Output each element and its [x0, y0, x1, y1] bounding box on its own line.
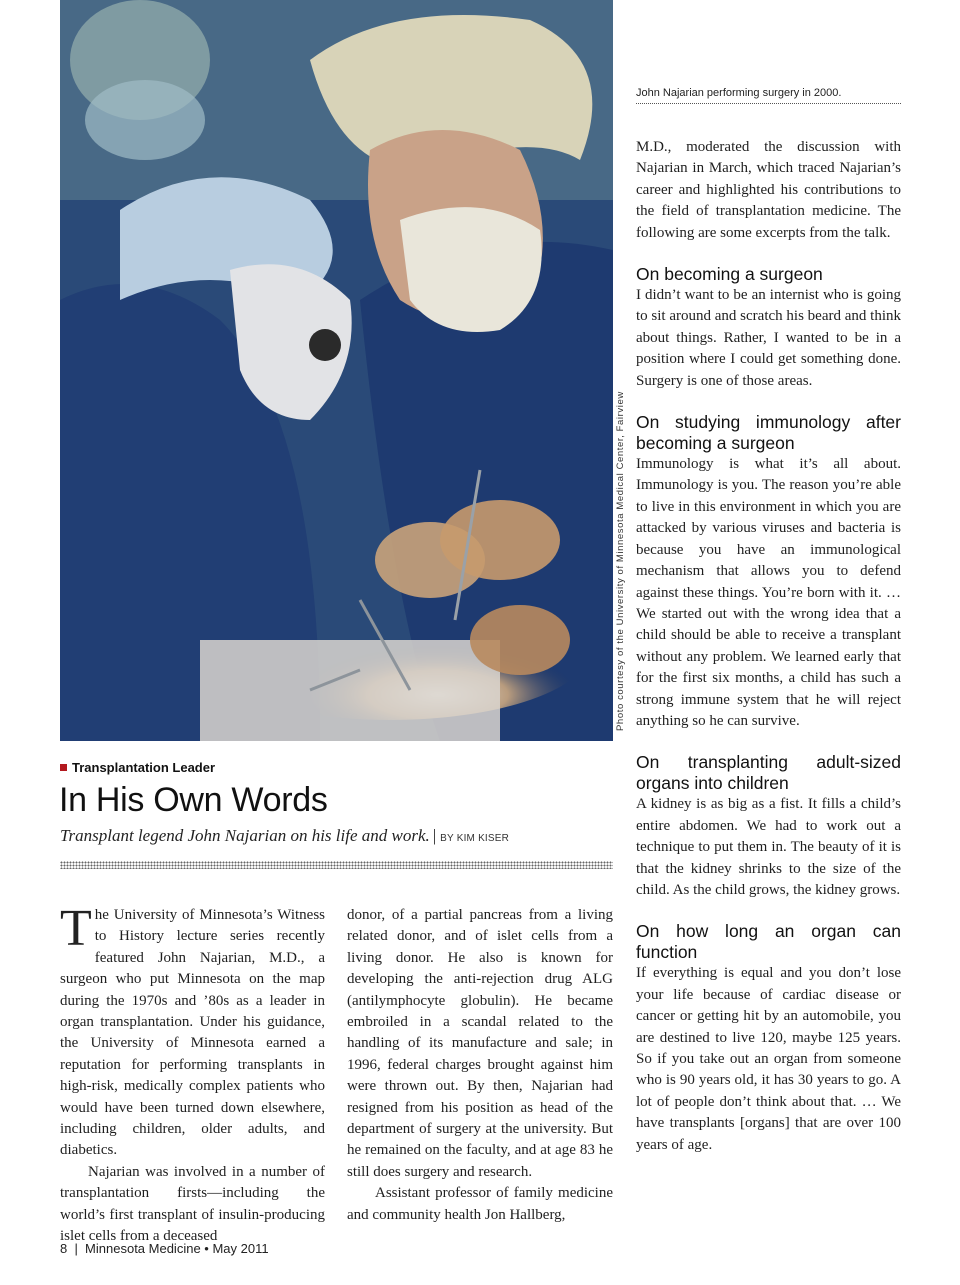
article-title: In His Own Words — [59, 781, 328, 819]
section-heading-organ-lifespan: On how long an organ can function — [636, 921, 901, 963]
photo-credit — [615, 391, 629, 742]
kicker-label: Transplantation Leader — [72, 760, 216, 775]
body-column-2 — [347, 905, 613, 1226]
intro-paragraph-1 — [60, 900, 325, 1162]
photo-caption: John Najarian performing surgery in 2000. — [636, 87, 901, 104]
page-footer: 8 | Minnesota Medicine • May 2011 — [60, 1241, 269, 1256]
section-kicker — [60, 760, 215, 775]
body-column-3 — [636, 137, 901, 1156]
section-heading-immunology: On studying immunology after becoming a surgeon — [636, 412, 901, 454]
red-square-icon — [60, 764, 67, 771]
drop-cap: T — [60, 900, 92, 957]
section-text-organ-lifespan: If everything is equal and you don’t lose your life because of cardiac disease or cancer or getting hit by an automobile, you are destined to live 120, maybe 125 years. So if you take out an organ from someone who is 90 years old, it has 30 years to go. A lot of people don’t think about that. … We have transplants [organs] that are over 100 years of age. — [636, 965, 901, 1153]
surgery-photo — [60, 0, 613, 741]
surgery-photo-illustration — [60, 0, 613, 741]
section-text-becoming-surgeon: I didn’t want to be an internist who is going to sit around and scratch his beard and think about things. Rather, I wanted to be in a position where I could get something done. Surgery is one of those areas. — [636, 287, 901, 389]
section-text-immunology: Immunology is what it’s all about. Immunology is you. The reason you’re able to live in this environment in which you are attacked by various viruses and bacteria is because you have an immunological mechanism that allows you to defend against these things. You’re born with it. … We started out with the wrong idea that a child should be able to receive a transplant without any problem. We learned early that for the first six months, a child has such a strong immune system that he will reject anything so he can survive. — [636, 456, 901, 729]
photo-credit-text: Photo courtesy of the University of Minnesota Medical Center, Fairview — [615, 391, 626, 731]
intro-paragraph-3-continued — [636, 137, 901, 244]
byline: BY KIM KISER — [440, 833, 510, 844]
section-heading-adult-organs: On transplanting adult-sized organs into children — [636, 752, 901, 794]
intro-paragraph-3-part-a: Assistant professor of family medicine and community health Jon Hallberg, — [347, 1185, 613, 1223]
article-dek — [60, 826, 620, 846]
section-heading-becoming-surgeon: On becoming a surgeon — [636, 264, 823, 285]
body-column-1 — [60, 900, 325, 1248]
dek-text: Transplant legend John Najarian on his life and work. — [60, 826, 430, 845]
intro-paragraph-1-text: he University of Minnesota’s Witness to History lecture series recently featured John Najarian, M.D., a surgeon who put Minnesota on the map during the 1970s and ’80s as a leader in organ transplantation. Under his guidance, the University of Minnesota earned a reputation for performing transplants in high-risk, medically complex patients who would have been turned down elsewhere, including children, older adults, and diabetics. — [60, 907, 325, 1159]
intro-paragraph-2-part-b: donor, of a partial pancreas from a living related donor, and of islet cells from a living donor. He also is known for developing the anti-rejection drug ALG (antilymphocyte globulin). He became embroiled in a scandal related to the handling of its manufacture and sale; in 1996, federal charges brought against him were thrown out. By then, Najarian had resigned from his position as head of the department of surgery at the university. But he remained on the faculty, and at age 83 he still does surgery and research. — [347, 907, 613, 1180]
intro-paragraph-2-part-a: Najarian was involved in a number of transplantation firsts—including the world’s first transplant of insulin-producing islet cells from a deceased — [60, 1163, 325, 1245]
dek-divider: | — [432, 826, 437, 845]
intro-paragraph-2 — [60, 1162, 325, 1248]
intro-paragraph-3-part-b: M.D., moderated the discussion with Najarian in March, which traced Najarian’s career and highlighted his contributions to the field of transplantation medicine. The following are some excerpts from the talk. — [636, 139, 901, 241]
intro-paragraph-2-continued — [347, 905, 613, 1183]
intro-paragraph-3 — [347, 1183, 613, 1226]
section-text-adult-organs: A kidney is as big as a fist. It fills a child’s entire abdomen. We had to work out a technique to put them in. The beauty of it is that the kidney shrinks to the size of the child. As the child grows, the kidney grows. — [636, 796, 901, 898]
dotted-divider — [60, 861, 613, 869]
